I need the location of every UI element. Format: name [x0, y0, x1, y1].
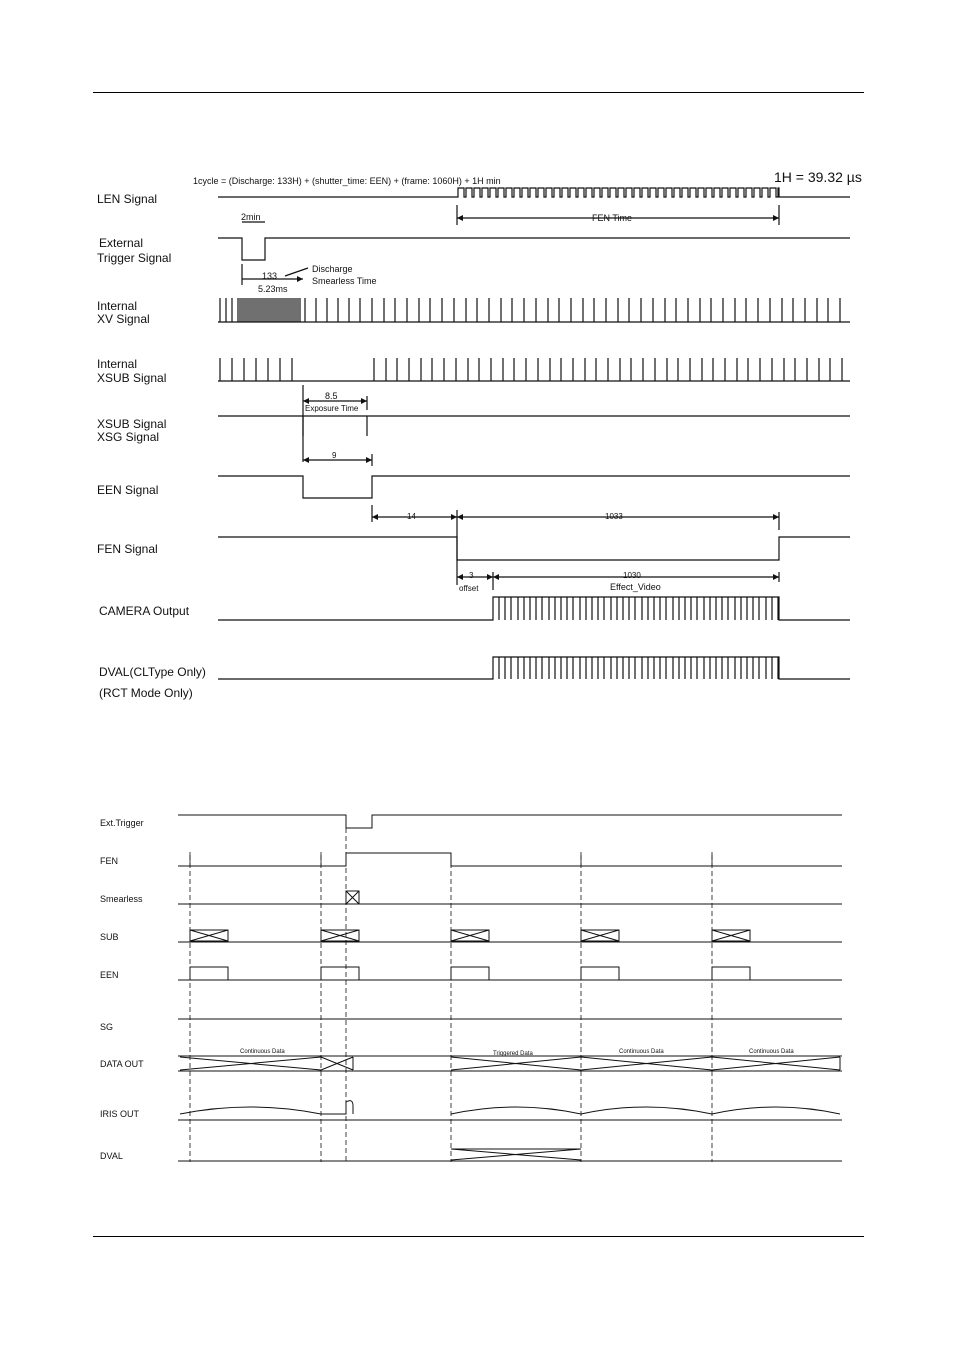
- label-internal-xv: Internal: [97, 299, 138, 313]
- label-xv-signal: XV Signal: [97, 312, 150, 326]
- annotation-discharge: Discharge: [312, 264, 353, 274]
- label-dval-2: DVAL: [100, 1151, 123, 1161]
- xv-pulses: [220, 298, 840, 322]
- fen-waveform: [218, 537, 850, 560]
- label-een: EEN: [100, 970, 119, 980]
- een-waveform: [218, 476, 850, 498]
- camera-pulses: [499, 597, 778, 620]
- annotation-9: 9: [332, 451, 337, 460]
- annotation-1030: 1030: [623, 571, 641, 580]
- een-pulse: [581, 967, 619, 980]
- xv-pulse: [220, 298, 840, 322]
- cycle-markers: [190, 828, 712, 1162]
- xsub-xsg-waveform: [218, 416, 850, 436]
- sub-pulse: [321, 930, 359, 941]
- sub-pulse: [190, 930, 228, 941]
- annotation-offset: offset: [459, 584, 479, 593]
- label-smearless: Smearless: [100, 894, 143, 904]
- xsub-pulses: [220, 358, 842, 381]
- label-data-out: DATA OUT: [100, 1059, 144, 1069]
- data-out-rails: [178, 1056, 842, 1071]
- annotation-14: 14: [407, 512, 416, 521]
- sub-pulse: [581, 930, 619, 941]
- sub-pulse: [712, 930, 750, 941]
- camera-pulse: [499, 597, 778, 620]
- iris-out-curves: [180, 1101, 840, 1114]
- ext-trigger-waveform: [218, 238, 850, 260]
- ext-trigger-line: [178, 815, 842, 828]
- annotation-exposure-time: Exposure Time: [305, 404, 359, 413]
- label-camera-output: CAMERA Output: [99, 604, 190, 618]
- annotation-8-5: 8.5: [325, 391, 338, 401]
- label-xsg-signal: XSG Signal: [97, 430, 160, 444]
- label-sub: SUB: [100, 932, 119, 942]
- camera-waveform: [218, 597, 850, 620]
- annotation-133: 133: [262, 271, 278, 281]
- annotation-1033: 1033: [605, 512, 623, 521]
- een-pulses: [190, 967, 750, 980]
- h-value: 1H = 39.32 µs: [774, 169, 862, 185]
- een-pulse: [451, 967, 489, 980]
- label-fen-signal: FEN Signal: [97, 542, 158, 556]
- annotation-3: 3: [469, 571, 474, 580]
- annotation-smearless-time: Smearless Time: [312, 276, 377, 286]
- dval-pulse: [499, 657, 778, 679]
- annotation-5-23ms: 5.23ms: [258, 284, 288, 294]
- sub-pulses: [190, 930, 750, 941]
- dval-line: [178, 1149, 842, 1161]
- label-external: External: [99, 236, 144, 250]
- label-fen: FEN: [100, 856, 118, 866]
- len-waveform: [218, 188, 850, 197]
- een-pulse: [712, 967, 750, 980]
- annotation-fen-time: FEN Time: [592, 213, 633, 223]
- smearless-line: [178, 891, 842, 904]
- data-out-crosses: [180, 1057, 840, 1070]
- discharge-leader: [285, 268, 308, 276]
- timing-diagram-2: [0, 800, 954, 1180]
- label-ext-trigger: Ext.Trigger: [100, 818, 144, 828]
- label-rct-mode: (RCT Mode Only): [99, 686, 193, 700]
- data-label-continuous-2: Continuous Data: [619, 1049, 664, 1055]
- data-label-continuous-1: Continuous Data: [240, 1049, 285, 1055]
- label-len-signal: LEN Signal: [97, 192, 158, 206]
- data-label-continuous-3: Continuous Data: [749, 1049, 794, 1055]
- xsub-pulse: [220, 358, 842, 381]
- annotation-effect-video: Effect_Video: [610, 582, 661, 592]
- annotation-2min: 2min: [241, 212, 261, 222]
- een-pulse: [321, 967, 359, 980]
- label-xsub-signal-2: XSUB Signal: [97, 417, 167, 431]
- een-pulse: [190, 967, 228, 980]
- data-label-triggered: Triggered Data: [493, 1051, 533, 1057]
- dimension-9: [303, 454, 372, 466]
- label-een-signal: EEN Signal: [97, 483, 159, 497]
- label-dval: DVAL(CLType Only): [99, 665, 206, 679]
- sub-pulse: [451, 930, 489, 941]
- cycle-formula: 1cycle = (Discharge: 133H) + (shutter_time: EEN) + (frame: 1060H) + 1H min: [193, 176, 501, 186]
- fen-line: [178, 853, 842, 866]
- label-internal-xsub: Internal: [97, 357, 138, 371]
- footer-rule: [93, 1236, 864, 1237]
- label-iris-out: IRIS OUT: [100, 1109, 140, 1119]
- dval-pulses: [499, 657, 778, 679]
- label-trigger-signal: Trigger Signal: [97, 251, 172, 265]
- label-xsub-signal: XSUB Signal: [97, 371, 167, 385]
- label-sg: SG: [100, 1022, 114, 1032]
- arrowheads: [297, 215, 779, 580]
- dval-waveform: [218, 657, 850, 679]
